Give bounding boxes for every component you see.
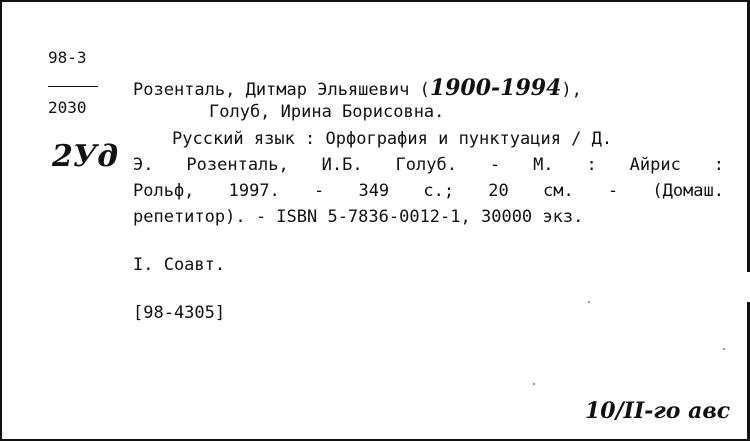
scan-speck bbox=[533, 383, 535, 385]
description-line-2: Э. Розенталь, И.Б. Голуб. - М. : Айрис : bbox=[133, 155, 724, 175]
call-number-bottom: 2030 bbox=[48, 98, 87, 117]
scan-speck bbox=[588, 301, 590, 303]
tracing: I. Соавт. bbox=[133, 255, 226, 275]
call-number-divider bbox=[48, 86, 98, 87]
description-line-1: Русский язык : Орфография и пунктуация / Д. bbox=[172, 129, 613, 149]
handwritten-note: 10/ІІ-го авс bbox=[585, 398, 731, 424]
description-line-3: Рольф, 1997. - 349 с.; 20 см. - (Домаш. bbox=[133, 181, 724, 201]
author-heading bbox=[133, 77, 582, 99]
call-number-top: 98-3 bbox=[48, 48, 87, 67]
author-main: Розенталь, Дитмар Эльяшевич ( bbox=[133, 80, 430, 100]
card-number: [98-4305] bbox=[133, 303, 226, 323]
description-line-4: репетитор). - ISBN 5-7836-0012-1, 30000 экз. bbox=[133, 207, 584, 227]
handwritten-classification-code: 2Уд bbox=[52, 139, 119, 174]
scan-speck bbox=[723, 348, 725, 350]
author-close: ), bbox=[561, 80, 582, 100]
coauthor-heading: Голуб, Ирина Борисовна. bbox=[209, 102, 445, 122]
author-dates-handwritten: 1900-1994 bbox=[429, 75, 562, 101]
